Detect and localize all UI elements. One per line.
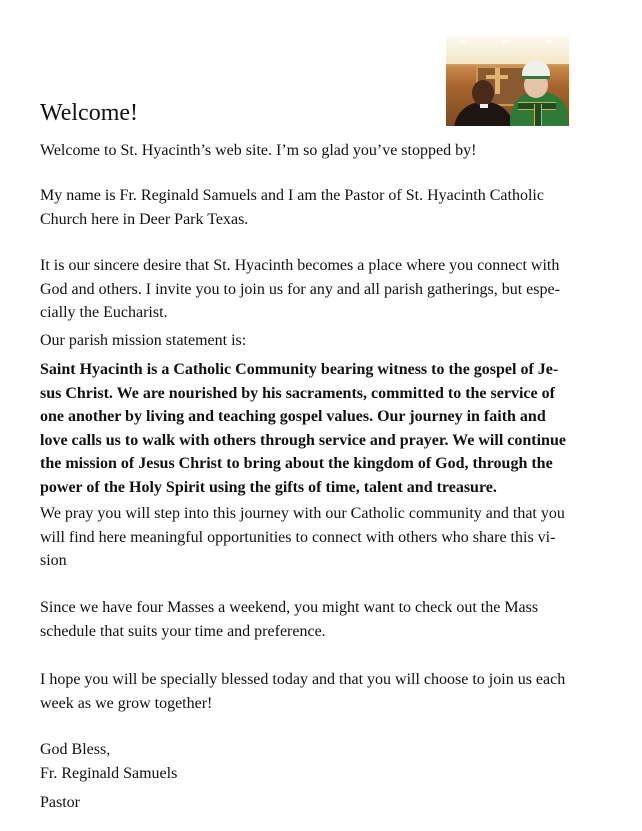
text-line: I hope you will be specially blessed today and that you will choose to join us each (40, 671, 566, 688)
photo-bishop-vestment (534, 104, 542, 126)
text-line: will find here meaningful opportunities to connect with others who share this vi- (40, 528, 556, 546)
pastor-photo (446, 36, 569, 126)
text-line: sion (40, 552, 67, 569)
text-line: Since we have four Masses a weekend, you might want to check out the Mass (40, 599, 539, 616)
photo-cross (486, 75, 508, 79)
pray-paragraph (40, 502, 600, 573)
signature-closing: God Bless, (40, 741, 111, 758)
text-line: sus Christ. We are nourished by his sacraments, committed to the service of (40, 384, 555, 402)
text-line: the mission of Jesus Christ to bring about the kingdom of God, through the (40, 455, 553, 472)
intro-paragraph (40, 139, 600, 163)
text-line: It is our sincere desire that St. Hyacinth becomes a place where you connect with (40, 257, 560, 274)
page-title: Welcome! (40, 100, 139, 126)
hope-paragraph (40, 668, 600, 715)
mission-statement (40, 358, 600, 499)
signature-title: Pastor (40, 794, 80, 811)
photo-light (502, 40, 508, 43)
desire-paragraph (40, 254, 600, 325)
text-line: cially the Eucharist. (40, 304, 168, 321)
mission-intro (40, 329, 600, 353)
signature-block (40, 738, 600, 785)
text-line: Our parish mission statement is: (40, 332, 247, 349)
text-line: Welcome to St. Hyacinth’s web site. I’m so glad you’ve stopped by! (40, 142, 477, 159)
text-line: Saint Hyacinth is a Catholic Community bearing witness to the gospel of Je- (40, 361, 559, 378)
text-line: one another by living and teaching gospel values. Our journey in faith and (40, 408, 546, 425)
photo-priest-head (472, 80, 494, 106)
text-line: schedule that suits your time and preference. (40, 622, 326, 640)
photo-light (460, 40, 466, 43)
text-line: My name is Fr. Reginald Samuels and I am the Pastor of St. Hyacinth Catholic (40, 187, 544, 204)
text-line: We pray you will step into this journey with our Catholic community and that you (40, 505, 565, 522)
text-line: Church here in Deer Park Texas. (40, 210, 249, 228)
text-line: power of the Holy Spirit using the gifts of time, talent and treasure. (40, 478, 497, 496)
photo-light (546, 40, 552, 43)
text-line: week as we grow together! (40, 694, 213, 712)
photo-cross (495, 68, 500, 94)
signature-name: Fr. Reginald Samuels (40, 764, 178, 782)
text-line: God and others. I invite you to join us for any and all parish gatherings, but espe- (40, 280, 560, 298)
text-line: love calls us to walk with others through service and prayer. We will continue (40, 431, 566, 449)
signature-title-block (40, 791, 600, 815)
name-paragraph (40, 184, 600, 231)
photo-priest-collar (480, 104, 488, 108)
masses-paragraph (40, 596, 600, 643)
